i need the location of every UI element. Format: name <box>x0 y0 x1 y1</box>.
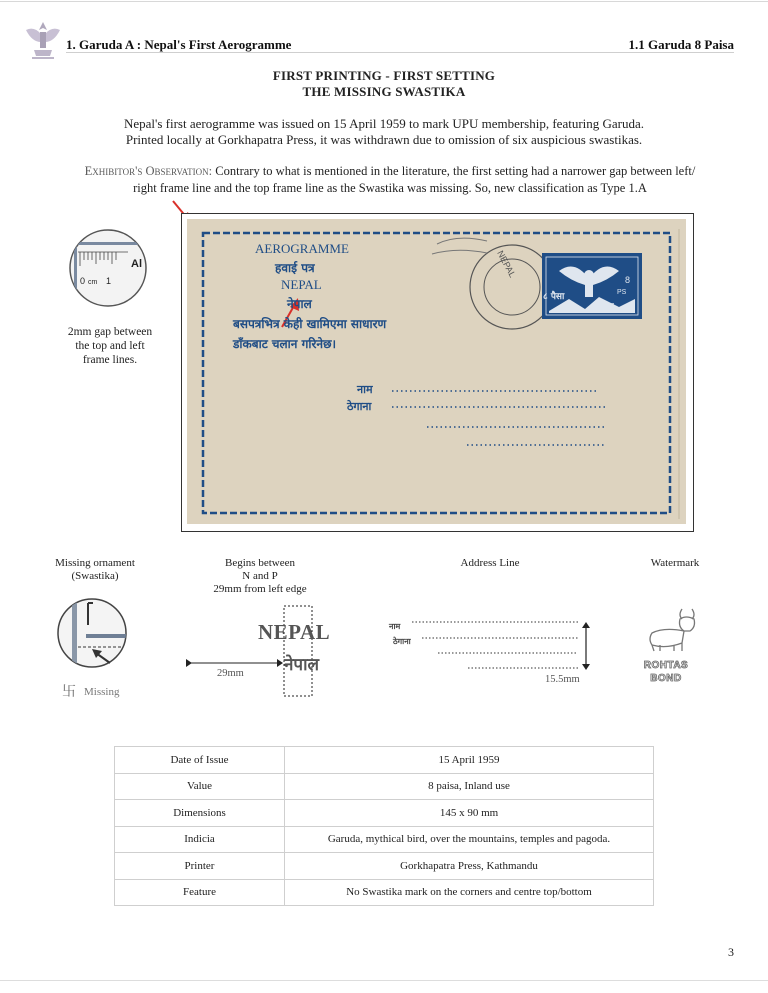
begins-caption-line1: Begins between <box>225 557 295 569</box>
header-divider <box>66 52 734 53</box>
table-value: Gorkhapatra Press, Kathmandu <box>285 853 654 880</box>
page-number: 3 <box>728 945 734 959</box>
observation-text1: Contrary to what is mentioned in the literature, the first setting had a narrower gap between left/ <box>215 164 696 178</box>
aero-nepal-dev: नेपाल <box>287 297 312 311</box>
nepal-dev-detail: नेपाल <box>284 655 320 675</box>
swastika-glyph: 卐 <box>62 684 76 700</box>
observation-label: Exhibitor's Observation: <box>84 164 213 178</box>
missing-caption-line1: Missing ornament <box>55 557 135 569</box>
watermark-text-line1: ROHTAS <box>643 660 689 671</box>
table-key: Dimensions <box>115 800 285 827</box>
garuda-logo-icon <box>22 16 64 62</box>
table-key: Indicia <box>115 826 285 853</box>
gap-caption-line2: the top and left <box>75 340 145 352</box>
intro-line2: Printed locally at Gorkhapatra Press, it was withdrawn due to omission of six auspicious swastikas. <box>125 132 643 147</box>
details-table <box>114 746 654 906</box>
gap-caption <box>40 325 180 367</box>
ruler-letters: Al <box>131 258 142 270</box>
address-line-diagram <box>388 608 598 678</box>
table-row <box>115 747 654 774</box>
ruler-zero: 0 <box>80 276 86 286</box>
table-value: 15 April 1959 <box>285 747 654 774</box>
aerogramme-frame <box>181 213 694 532</box>
table-row <box>115 800 654 827</box>
page-title-line1: FIRST PRINTING - FIRST SETTING <box>272 68 496 83</box>
aero-instruction2: डाँकबाट चलान गरिनेछ। <box>233 337 337 351</box>
watermark-caption: Watermark <box>650 557 700 569</box>
observation-text2: right frame line and the top frame line as the Swastika was missing. So, new classification as Type 1.A <box>133 181 647 195</box>
aero-addr-name: नाम <box>357 383 373 396</box>
aerogramme-image <box>187 219 686 524</box>
nepal-en-detail: NEPAL <box>258 620 331 644</box>
table-key: Printer <box>115 853 285 880</box>
missing-swastika-magnifier <box>56 597 128 669</box>
address-detail-name: नाम <box>389 622 401 631</box>
aero-addr-place: ठेगाना <box>347 400 372 413</box>
watermark-text-line2: BOND <box>650 673 682 684</box>
nepal-measure-diagram <box>180 604 350 700</box>
stamp-ps-text: PS <box>617 289 627 296</box>
measure-15-5mm: 15.5mm <box>545 674 580 685</box>
gap-caption-line3: frame lines. <box>82 354 138 366</box>
ruler-one: 1 <box>106 276 112 286</box>
table-row <box>115 853 654 880</box>
missing-caption-line2: (Swastika) <box>71 570 119 582</box>
begins-caption-line3: 29mm from left edge <box>213 583 307 595</box>
table-key: Value <box>115 773 285 800</box>
address-line-caption: Address Line <box>460 557 520 569</box>
top-border-line <box>0 1 768 2</box>
bull-watermark-icon <box>644 605 700 653</box>
subsection-title: 1.1 Garuda 8 Paisa <box>628 37 734 52</box>
begins-caption <box>205 557 315 596</box>
stamp-value-text: 8 <box>625 275 631 285</box>
aero-title-dev: हवाई पत्र <box>275 261 315 275</box>
aero-title: AEROGRAMME <box>255 241 349 256</box>
section-title: 1. Garuda A : Nepal's First Aerogramme <box>66 37 292 52</box>
aero-nepal: NEPAL <box>281 277 322 292</box>
begins-caption-line2: N and P <box>242 570 278 582</box>
table-value: No Swastika mark on the corners and centre top/bottom <box>285 879 654 906</box>
address-detail-place: ठेगाना <box>393 637 411 646</box>
table-row <box>115 773 654 800</box>
stamp-nepal-text: नेपाल <box>595 302 614 312</box>
stamp-paisa-text: ८ पैसा <box>543 292 565 302</box>
missing-ornament-caption <box>45 557 145 583</box>
aerogramme-border <box>187 219 686 524</box>
table-key: Date of Issue <box>115 747 285 774</box>
missing-label: Missing <box>84 686 120 698</box>
table-row <box>115 879 654 906</box>
gap-caption-line1: 2mm gap between <box>67 326 153 338</box>
intro-line1: Nepal's first aerogramme was issued on 15 April 1959 to mark UPU membership, featuring Garuda. <box>123 116 645 131</box>
table-value: 145 x 90 mm <box>285 800 654 827</box>
table-row <box>115 826 654 853</box>
aero-instruction1: बसपत्रभित्र केही खामिएमा साधारण <box>233 317 387 331</box>
table-key: Feature <box>115 879 285 906</box>
footer-line <box>0 980 768 981</box>
table-value: 8 paisa, Inland use <box>285 773 654 800</box>
postmark-text: NEPAL <box>495 248 518 280</box>
observation-paragraph <box>40 163 740 197</box>
ruler-cm: cm <box>88 279 98 286</box>
measure-29mm: 29mm <box>217 668 244 679</box>
page-title-line2: THE MISSING SWASTIKA <box>302 84 466 99</box>
table-value: Garuda, mythical bird, over the mountains, temples and pagoda. <box>285 826 654 853</box>
